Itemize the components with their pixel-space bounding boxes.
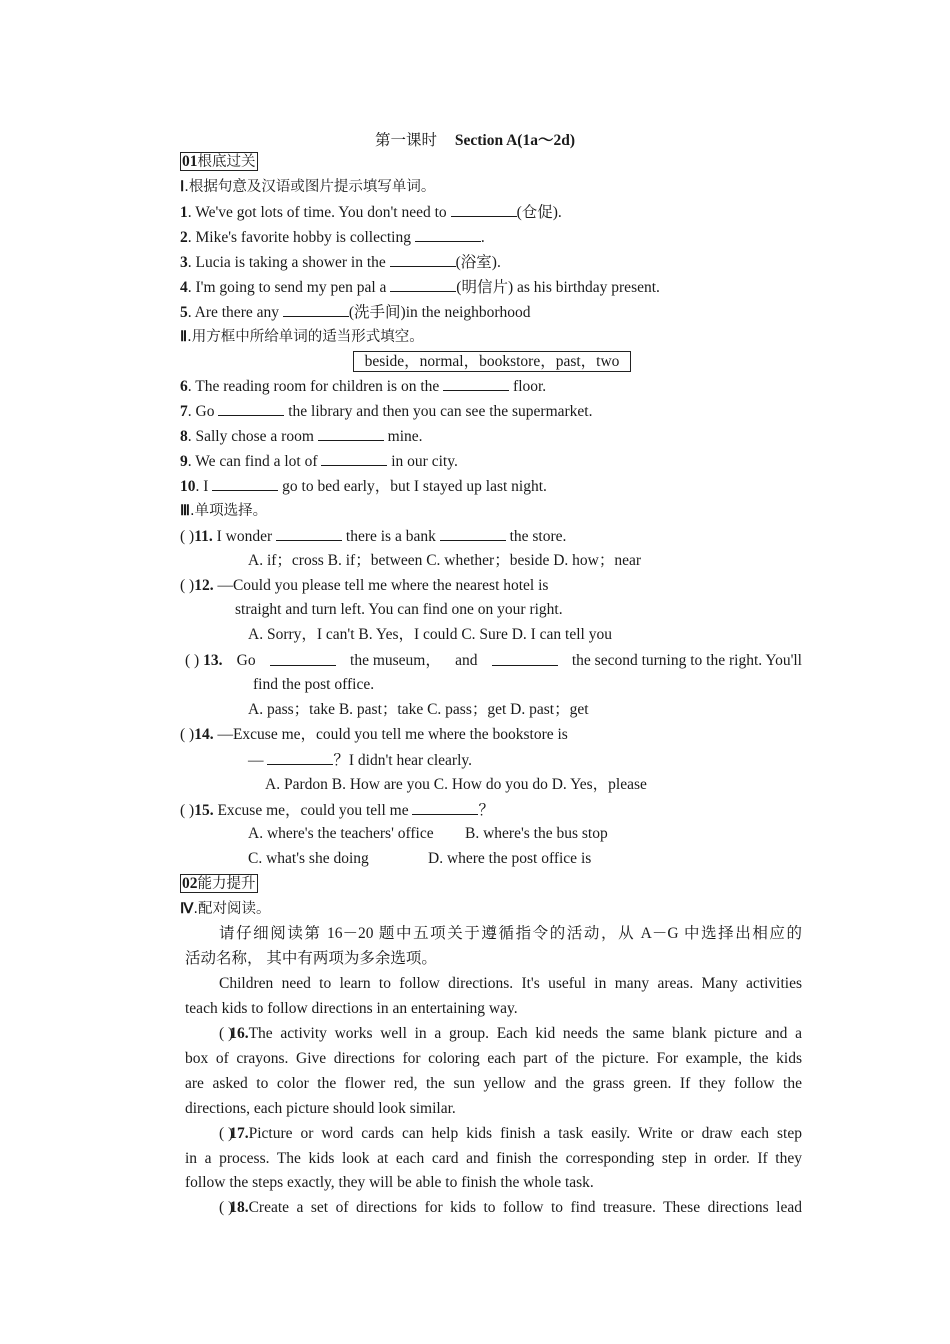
passage-16-line-3: are asked to color the flower red, the sun yellow and the grass green. If they follow the: [185, 1075, 802, 1092]
instruction-line-2: 活动名称， 其中有两项为多余选项。: [185, 950, 437, 967]
part1-heading: [180, 152, 258, 172]
answer-paren[interactable]: ( ): [180, 802, 195, 819]
question-15-option-c: C. what's she doing: [248, 850, 369, 867]
answer-paren[interactable]: ( ): [219, 1025, 234, 1042]
answer-blank[interactable]: [218, 401, 284, 416]
section3-heading: Ⅲ.单项选择。: [180, 503, 268, 519]
part2-number: 02: [182, 875, 198, 892]
instruction-line-1: 请仔细阅读第 16－20 题中五项关于遵循指令的活动，从 A－G 中选择出相应的: [219, 925, 802, 942]
question-15: ( )15. Excuse me，could you tell me ？: [180, 802, 494, 819]
question-14-line2: — ？I didn't hear clearly.: [248, 752, 473, 769]
answer-blank[interactable]: [440, 526, 506, 541]
answer-paren[interactable]: ( ): [180, 528, 195, 545]
question-3: 3. Lucia is taking a shower in the (浴室).: [180, 254, 501, 271]
answer-blank[interactable]: [451, 202, 517, 217]
question-13-options: A. pass；take B. past；take C. pass；get D. past；get: [248, 701, 589, 718]
answer-blank[interactable]: [492, 651, 558, 666]
question-5: 5. Are there any (洗手间)in the neighborhood: [180, 304, 531, 321]
part2-heading: [180, 874, 258, 894]
answer-paren[interactable]: ( ): [180, 577, 195, 594]
answer-blank[interactable]: [443, 376, 509, 391]
answer-blank[interactable]: [270, 651, 336, 666]
answer-paren[interactable]: ( ): [180, 726, 195, 743]
question-14-options: A. Pardon B. How are you C. How do you do D. Yes，please: [265, 776, 647, 793]
question-13: ( ) 13. Go the museum， and the second turning to the right. You'll: [185, 652, 802, 669]
passage-17-line-1: ( ) 17. Picture or word cards can help kids finish a task easily. Write or draw each step: [219, 1125, 802, 1142]
question-15-option-d: D. where the post office is: [428, 850, 592, 867]
title-english: Section A(1a～2d): [454, 132, 576, 149]
question-11-options: A. if；cross B. if；between C. whether；beside D. how；near: [248, 552, 642, 569]
passage-16-line-4: directions, each picture should look similar.: [185, 1100, 456, 1117]
passage-16-line-1: ( ) 16. The activity works well in a group. Each kid needs the same blank picture and a: [219, 1025, 802, 1042]
answer-blank[interactable]: [212, 476, 278, 491]
question-10: 10. I go to bed early，but I stayed up last night.: [180, 478, 547, 495]
question-2: 2. Mike's favorite hobby is collecting .: [180, 229, 485, 246]
title-chinese: 第一课时: [374, 132, 437, 149]
section2-heading: Ⅱ.用方框中所给单词的适当形式填空。: [180, 329, 424, 345]
part1-number: 01: [182, 153, 198, 170]
question-1: 1. We've got lots of time. You don't need to (仓促).: [180, 204, 562, 221]
intro-line-2: teach kids to follow directions in an entertaining way.: [185, 1000, 518, 1017]
passage-18-line-1: ( ) 18. Create a set of directions for kids to follow to find treasure. These directions lead: [219, 1199, 802, 1216]
question-13-line2: find the post office.: [253, 676, 375, 693]
passage-17-line-3: follow the steps exactly, they will be able to finish the whole task.: [185, 1174, 594, 1191]
passage-17-line-2: in a process. The kids look at each card and finish the corresponding step in order. If they: [185, 1150, 802, 1167]
page-title: [0, 128, 950, 150]
answer-blank[interactable]: [321, 451, 387, 466]
question-9: 9. We can find a lot of in our city.: [180, 453, 458, 470]
question-11: ( )11. I wonder there is a bank the store.: [180, 528, 567, 545]
question-12-options: A. Sorry，I can't B. Yes，I could C. Sure D. I can tell you: [248, 626, 612, 643]
question-8: 8. Sally chose a room mine.: [180, 428, 423, 445]
question-6: 6. The reading room for children is on the floor.: [180, 378, 547, 395]
answer-blank[interactable]: [318, 426, 384, 441]
answer-blank[interactable]: [415, 227, 481, 242]
answer-paren[interactable]: ( ): [219, 1125, 234, 1142]
answer-blank[interactable]: [267, 750, 333, 765]
answer-blank[interactable]: [276, 526, 342, 541]
answer-blank[interactable]: [390, 252, 456, 267]
question-14: ( )14. —Excuse me，could you tell me where the bookstore is: [180, 726, 568, 743]
question-4: 4. I'm going to send my pen pal a (明信片) as his birthday present.: [180, 279, 660, 296]
section4-heading: Ⅳ.配对阅读。: [180, 901, 271, 917]
intro-line-1: Children need to learn to follow directions. It's useful in many areas. Many activities: [219, 975, 802, 992]
answer-blank[interactable]: [390, 277, 456, 292]
part1-label: 根底过关: [197, 154, 256, 170]
question-12-line2: straight and turn left. You can find one on your right.: [235, 601, 563, 618]
answer-paren[interactable]: ( ): [219, 1199, 234, 1216]
question-7: 7. Go the library and then you can see the supermarket.: [180, 403, 593, 420]
answer-blank[interactable]: [283, 302, 349, 317]
question-15-option-a: A. where's the teachers' office: [248, 825, 434, 842]
word-bank-box: beside，normal，bookstore，past，two: [353, 351, 631, 372]
part2-label: 能力提升: [197, 876, 256, 892]
question-15-option-b: B. where's the bus stop: [465, 825, 608, 842]
answer-blank[interactable]: [412, 800, 478, 815]
question-12: ( )12. —Could you please tell me where the nearest hotel is: [180, 577, 549, 594]
answer-paren[interactable]: ( ): [185, 652, 200, 669]
passage-16-line-2: box of crayons. Give directions for coloring each part of the picture. For example, the kids: [185, 1050, 802, 1067]
section1-heading: Ⅰ.根据句意及汉语或图片提示填写单词。: [180, 179, 436, 195]
